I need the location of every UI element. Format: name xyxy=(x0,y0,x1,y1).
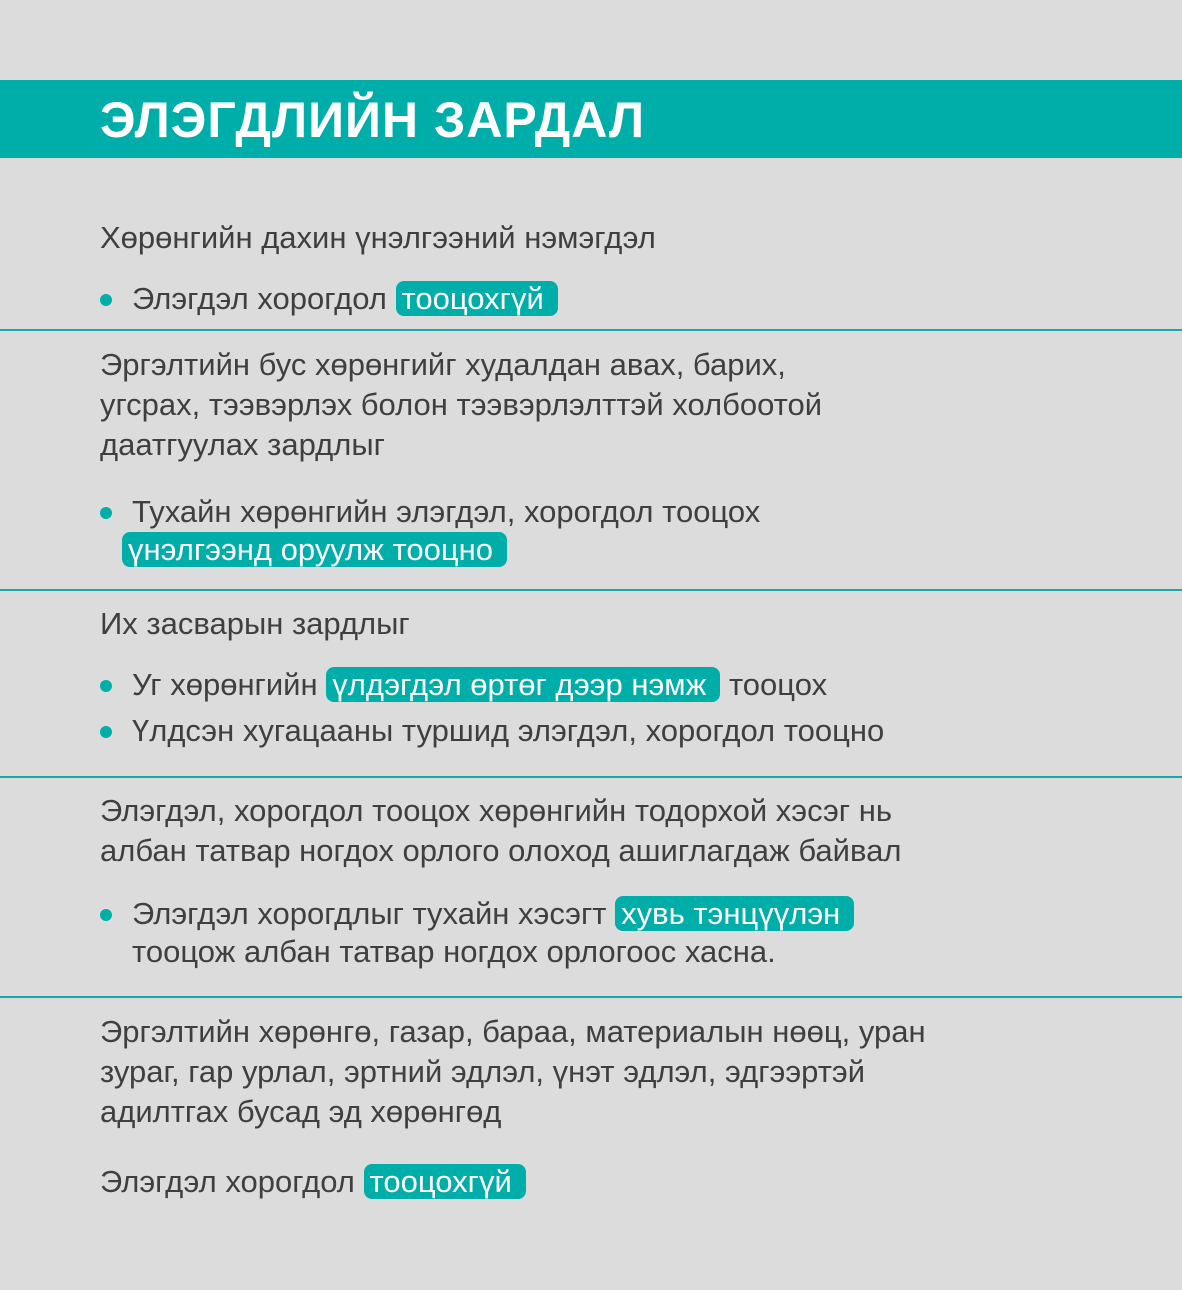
section-heading: Эргэлтийн бус хөрөнгийг худалдан авах, барих, угсрах, тээвэрлэх болон тээвэрлэлттэй холбоотой даатгуулах зардлыг xyxy=(100,347,823,462)
highlight-tag: тооцохгүй xyxy=(396,281,558,316)
list-item: Элэгдэл хорогдлыг тухайн хэсэгт хувь тэнцүүлэн тооцож албан татвар ногдох орлогоос хасна. xyxy=(100,895,1140,971)
highlight-tag: үлдэгдэл өртөг дээр нэмж xyxy=(326,667,720,702)
section-heading: Эргэлтийн хөрөнгө, газар, бараа, материалын нөөц, уран зураг, гар урлал, эртний эдлэл, үнэт эдлэл, эдгээртэй адилтгах бусад эд хөрөнгөд xyxy=(100,1014,926,1129)
divider xyxy=(0,329,1182,331)
section-noncurrent-assets xyxy=(100,345,1140,569)
highlight-tag: тооцохгүй xyxy=(364,1164,526,1199)
section-revaluation xyxy=(100,218,1140,318)
bullet-list xyxy=(100,493,1140,569)
bullet-dot-icon xyxy=(100,909,112,921)
divider xyxy=(0,996,1182,998)
list-item: Уг хөрөнгийн үлдэгдэл өртөг дээр нэмж тооцох xyxy=(100,666,1140,704)
section-note: Элэгдэл хорогдол тооцохгүй xyxy=(100,1162,1140,1202)
section-heading: Их засварын зардлыг xyxy=(100,606,410,641)
divider xyxy=(0,776,1182,778)
highlight-tag: хувь тэнцүүлэн xyxy=(615,896,854,931)
bullet-dot-icon xyxy=(100,726,112,738)
bullet-list xyxy=(100,666,1140,750)
bullet-list xyxy=(100,280,1140,318)
bullet-list xyxy=(100,895,1140,971)
bullet-dot-icon xyxy=(100,680,112,692)
list-item: Үлдсэн хугацааны туршид элэгдэл, хорогдол тооцно xyxy=(100,712,1140,750)
divider xyxy=(0,589,1182,591)
title-banner xyxy=(0,80,1182,158)
bullet-dot-icon xyxy=(100,507,112,519)
section-current-assets xyxy=(100,1012,1140,1202)
highlight-tag: үнэлгээнд оруулж тооцно xyxy=(122,532,507,567)
section-heading: Элэгдэл, хорогдол тооцох хөрөнгийн тодорхой хэсэг нь албан татвар ногдох орлого олоход ашиглагдаж байвал xyxy=(100,793,902,868)
list-item: Тухайн хөрөнгийн элэгдэл, хорогдол тооцох үнэлгээнд оруулж тооцно xyxy=(100,493,1140,569)
section-major-repair xyxy=(100,604,1140,750)
bullet-dot-icon xyxy=(100,294,112,306)
list-item: Элэгдэл хорогдол тооцохгүй xyxy=(100,280,1140,318)
section-partial-use xyxy=(100,791,1140,971)
section-heading: Хөрөнгийн дахин үнэлгээний нэмэгдэл xyxy=(100,220,656,255)
page-title: ЭЛЭГДЛИЙН ЗАРДАЛ xyxy=(100,92,646,148)
